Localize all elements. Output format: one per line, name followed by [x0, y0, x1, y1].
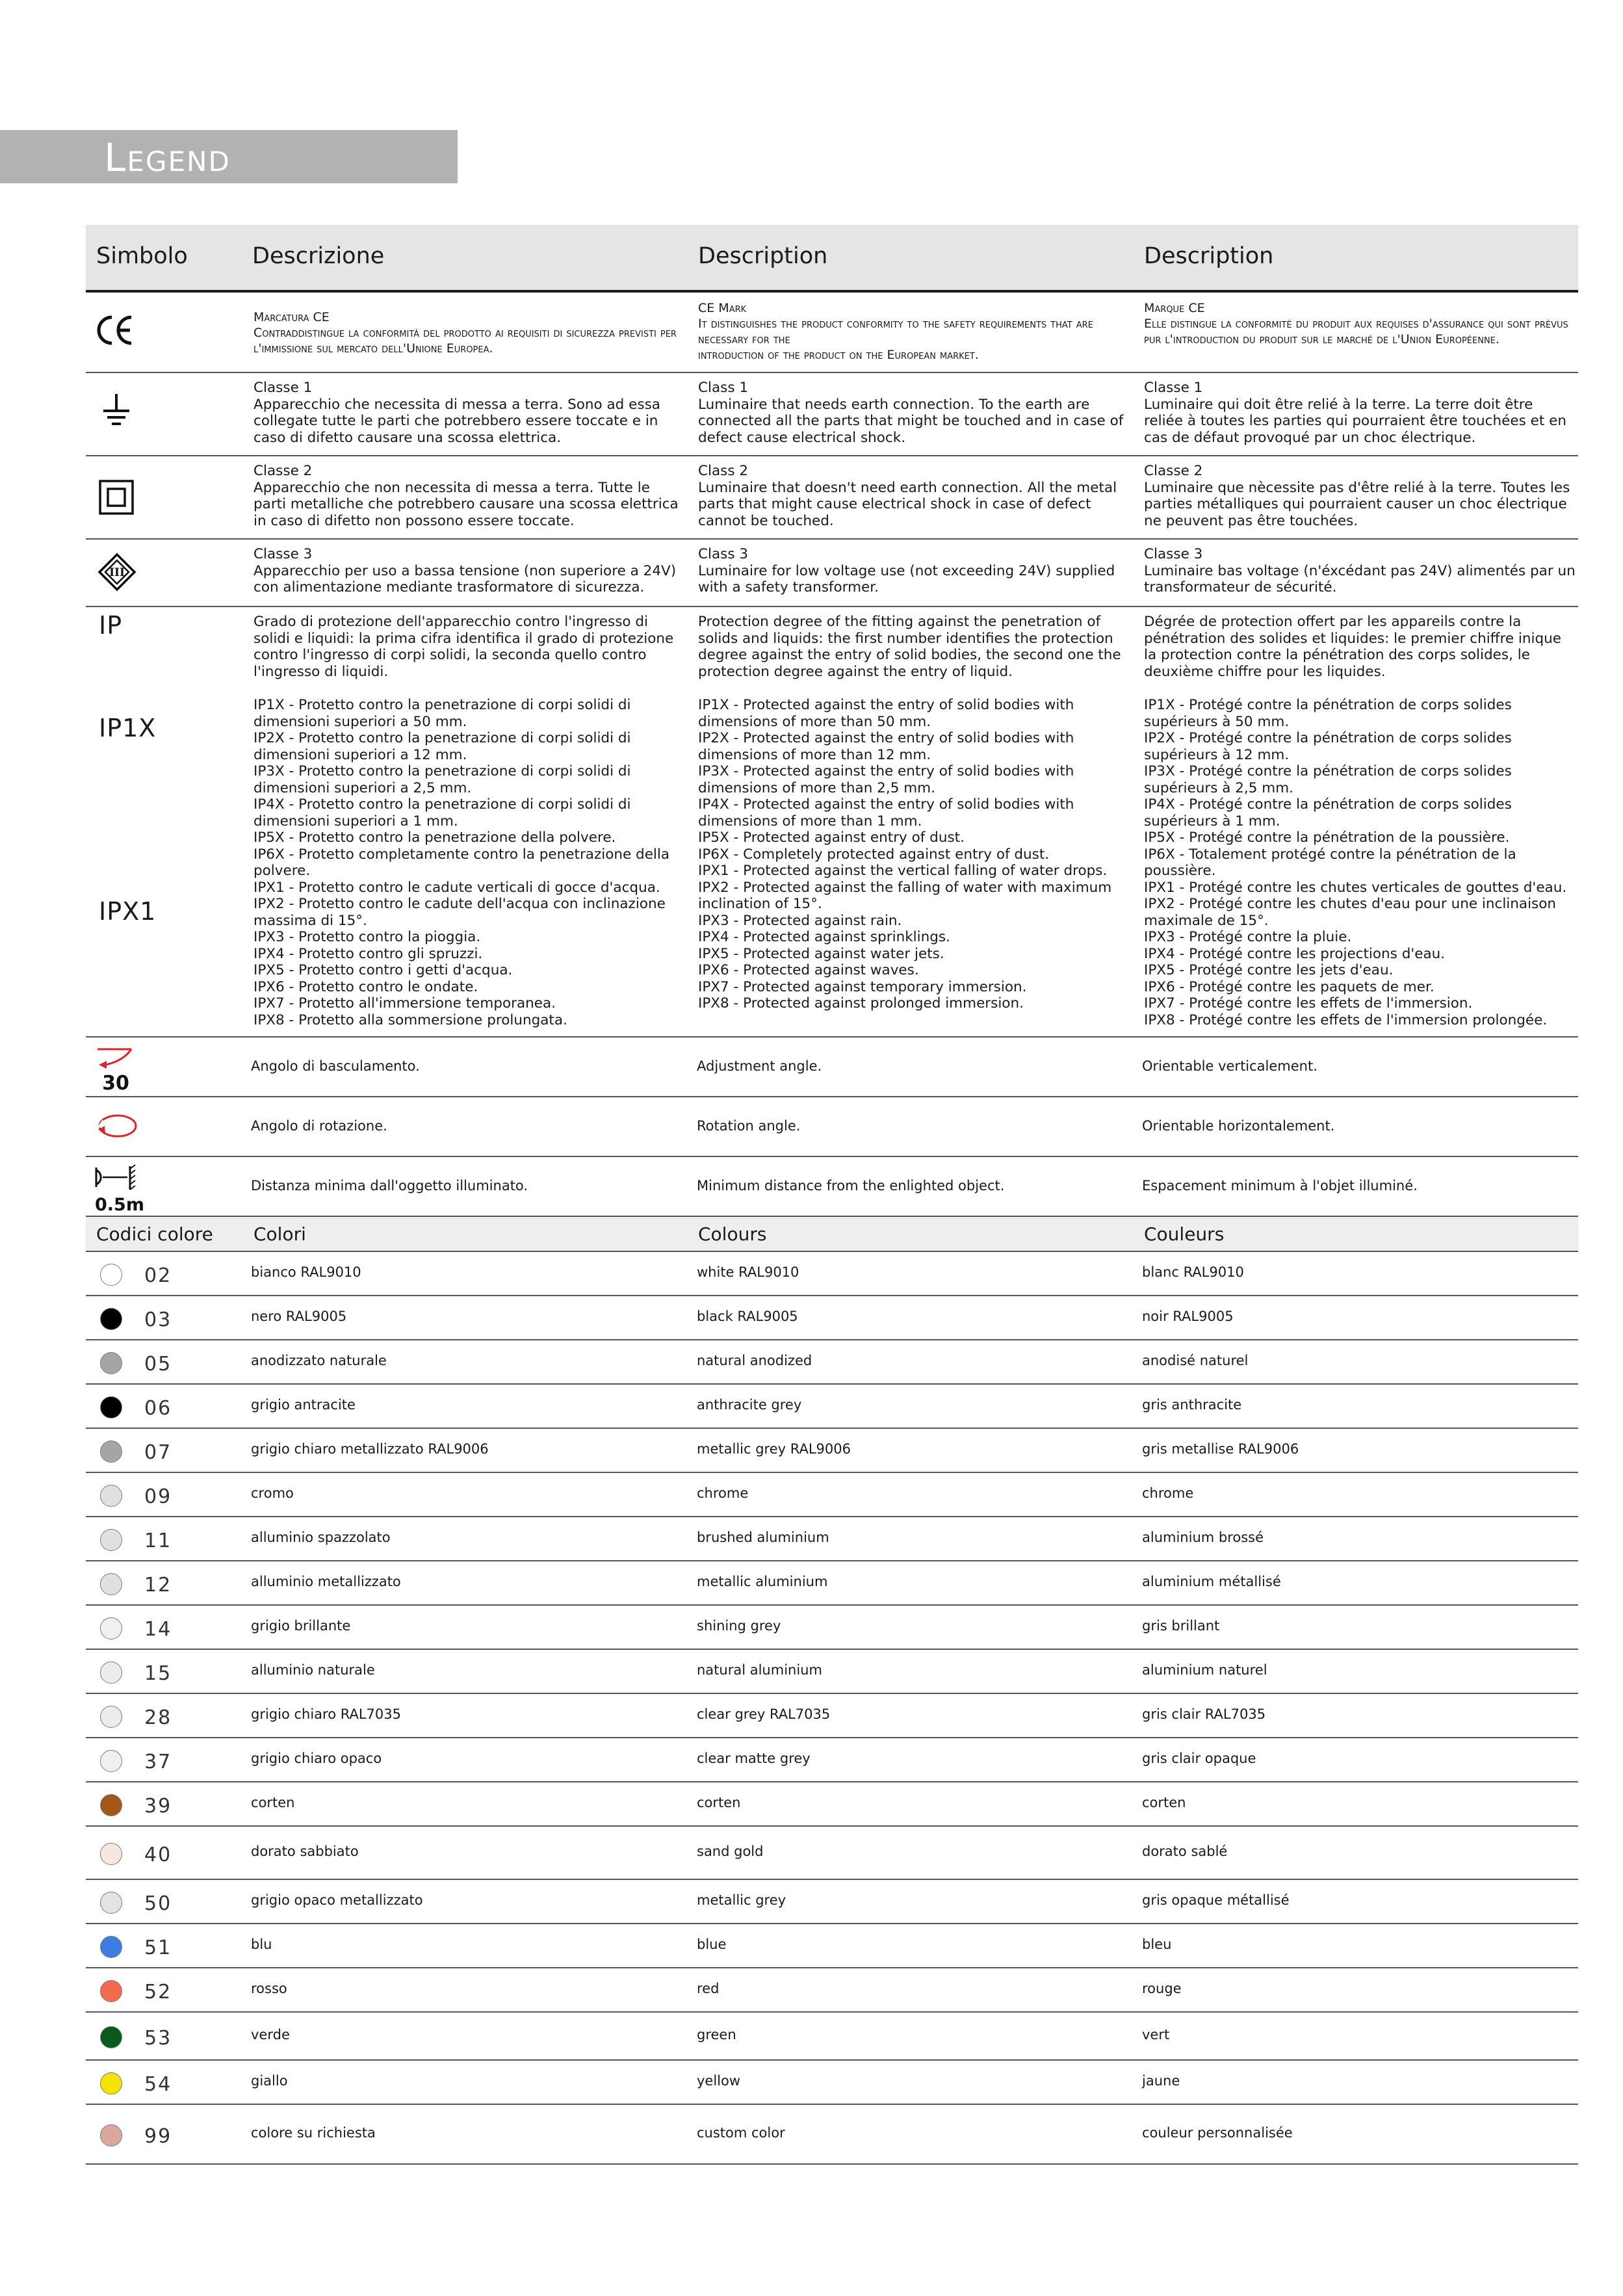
- class2-it-title: Classe 2: [253, 463, 313, 479]
- colour-code: 40: [144, 1844, 172, 1866]
- class3-it-text: Apparecchio per uso a bassa tensione (non superiore a 24V) con alimentazione mediante trasformatore di sicurezza.: [253, 562, 677, 595]
- class2-en-title: Class 2: [698, 463, 749, 479]
- colour-swatch: [100, 1529, 122, 1551]
- colour-code: 52: [144, 1981, 172, 2003]
- rotation-fr: Orientable horizontalement.: [1142, 1118, 1335, 1134]
- colour-row: [86, 1782, 1578, 1827]
- colour-name-fr: dorato sablé: [1142, 1844, 1228, 1859]
- row-class2: [86, 456, 1578, 540]
- class1-en-text: Luminaire that needs earth connection. To the earth are connected all the parts that might be touched and in case of defect cause electrical shock.: [698, 396, 1124, 446]
- colour-swatch: [100, 1662, 122, 1684]
- colour-name-fr: bleu: [1142, 1937, 1172, 1952]
- row-ce: [86, 293, 1578, 373]
- colour-row: [86, 1827, 1578, 1880]
- class3-en-text: Luminaire for low voltage use (not exceeding 24V) supplied with a safety transformer.: [698, 562, 1115, 595]
- colour-swatch: [100, 1264, 122, 1286]
- legend-banner: [0, 130, 458, 183]
- ip-it-list: IP1X - Protetto contro la penetrazione di corpi solidi di dimensioni superiori a 50 mm. IP2X - Protetto contro la penetrazione di corpi solidi di dimensioni superiori a 12 mm. IP3X - Protetto contro la penetrazione di corpi solidi di dimensioni superiori a 2,5 mm. IP4X - Protetto contro la penetrazione di corpi solidi di dimensioni superiori a 1 mm. IP5X - Protetto contro la penetrazione della polvere. IP6X - Protetto completamente contro la penetrazione della polvere. IPX1 - Protetto contro le cadute verticali di gocce d'acqua. IPX2 - Protetto contro le cadute dell'acqua con inclinazione massima di 15°. IPX3 - Protetto contro la pioggia. IPX4 - Protetto contro gli spruzzi. IPX5 - Protetto contro i getti d'acqua. IPX6 - Protetto contro le ondate. IPX7 - Protetto all'immersione temporanea. IPX8 - Protetto alla sommersione prolungata.: [253, 697, 670, 1028]
- colour-name-fr: blanc RAL9010: [1142, 1264, 1244, 1280]
- ce-mark-icon: [96, 313, 135, 350]
- tilt-icon-label: 30: [102, 1072, 129, 1092]
- ce-fr: [1144, 300, 1576, 347]
- ce-fr-title: Marque CE: [1144, 301, 1205, 315]
- ce-en-title: CE Mark: [698, 301, 747, 315]
- colour-name-it: corten: [251, 1795, 295, 1810]
- ce-it-title: Marcatura CE: [253, 310, 330, 324]
- colour-row: [86, 1880, 1578, 1924]
- colour-name-en: metallic aluminium: [697, 1574, 828, 1589]
- colour-code: 06: [144, 1397, 172, 1420]
- min-distance-icon: [94, 1164, 143, 1216]
- ce-it-text: Contraddistingue la conformità del prodotto ai requisiti di sicurezza previsti per l'immissione sul mercato dell'Unione Europea.: [253, 326, 677, 356]
- header-fr: Description: [1144, 243, 1274, 269]
- class3-en-title: Class 3: [698, 546, 749, 562]
- class2-it-text: Apparecchio che non necessita di messa a terra. Tutte le parti metalliche che potrebbero causare una scossa elettrica in caso di difetto non possono essere toccate.: [253, 479, 679, 529]
- colour-header-it: Colori: [253, 1223, 306, 1245]
- colour-code: 28: [144, 1706, 172, 1729]
- ip1x-code: IP1X: [99, 714, 157, 742]
- colour-name-fr: anodisé naturel: [1142, 1353, 1249, 1368]
- colour-code: 99: [144, 2125, 172, 2148]
- colour-codes-header: [86, 1217, 1578, 1252]
- colour-name-fr: aluminium métallisé: [1142, 1574, 1281, 1589]
- colour-row: [86, 1473, 1578, 1517]
- colour-name-fr: gris brillant: [1142, 1618, 1220, 1634]
- colour-name-it: alluminio spazzolato: [251, 1530, 391, 1545]
- class1-it-title: Classe 1: [253, 380, 313, 396]
- colour-code: 11: [144, 1530, 172, 1552]
- colour-row: [86, 1738, 1578, 1782]
- colour-swatch: [100, 1573, 122, 1595]
- row-distance: [86, 1157, 1578, 1217]
- colour-swatch: [100, 1706, 122, 1728]
- colour-name-en: red: [697, 1981, 720, 1996]
- colour-name-fr: gris opaque métallisé: [1142, 1892, 1290, 1908]
- colour-name-it: cromo: [251, 1485, 294, 1501]
- distance-fr: Espacement minimum à l'objet illuminé.: [1142, 1178, 1418, 1194]
- colour-name-it: grigio opaco metallizzato: [251, 1892, 423, 1908]
- colour-swatch: [100, 1396, 122, 1418]
- double-insulation-icon: [99, 480, 134, 517]
- ipx1-code: IPX1: [99, 897, 157, 926]
- class2-en-text: Luminaire that doesn't need earth connection. All the metal parts that might cause electrical shock in case of defect cannot be touched.: [698, 479, 1117, 529]
- colour-swatch: [100, 2026, 122, 2048]
- colour-name-en: brushed aluminium: [697, 1530, 829, 1545]
- colour-name-en: custom color: [697, 2125, 785, 2141]
- colour-swatch: [100, 1794, 122, 1816]
- class3-fr-title: Classe 3: [1144, 546, 1203, 562]
- colour-name-en: corten: [697, 1795, 741, 1810]
- colour-swatch: [100, 2124, 122, 2146]
- colour-code: 14: [144, 1618, 172, 1641]
- colour-name-it: grigio chiaro RAL7035: [251, 1706, 401, 1722]
- class3-it: [253, 546, 682, 596]
- colour-code: 07: [144, 1441, 172, 1464]
- colour-swatch: [100, 1352, 122, 1374]
- colour-code: 15: [144, 1662, 172, 1685]
- colour-code: 05: [144, 1353, 172, 1376]
- ip-it: [253, 614, 682, 1028]
- ce-en: [698, 300, 1127, 363]
- class1-it-text: Apparecchio che necessita di messa a terra. Sono ad essa collegate tutte le parti che potrebbero essere toccate e in caso di difetto causare una scossa elettrica.: [253, 396, 660, 446]
- ip-code: IP: [99, 611, 123, 640]
- distance-it: Distanza minima dall'oggetto illuminato.: [251, 1178, 528, 1194]
- colour-code: 54: [144, 2073, 172, 2096]
- colour-name-it: grigio chiaro metallizzato RAL9006: [251, 1441, 489, 1457]
- colour-name-en: clear matte grey: [697, 1751, 811, 1766]
- colour-code: 03: [144, 1309, 172, 1331]
- colour-name-en: yellow: [697, 2073, 741, 2089]
- colour-code: 50: [144, 1892, 172, 1915]
- colour-code: 12: [144, 1574, 172, 1597]
- colour-swatch: [100, 1980, 122, 2002]
- class2-fr-title: Classe 2: [1144, 463, 1203, 479]
- colour-name-en: sand gold: [697, 1844, 764, 1859]
- colour-name-fr: rouge: [1142, 1981, 1182, 1996]
- ce-fr-text: Elle distingue la conformité du produit aux requises d'assurance qui sont prévus pur l'introduction du produit sur le marché de l'Union Européenne.: [1144, 317, 1568, 346]
- class1-fr-text: Luminaire qui doit être relié à la terre. La terre doit être reliée à toutes les parties qui pourraient être touchées et en cas de défaut provoqué par un choc électrique.: [1144, 396, 1566, 446]
- colour-name-fr: aluminium naturel: [1142, 1662, 1267, 1678]
- row-class1: [86, 373, 1578, 456]
- colour-name-en: natural anodized: [697, 1353, 812, 1368]
- colour-row: [86, 1517, 1578, 1561]
- colour-row: [86, 1296, 1578, 1340]
- colour-swatch: [100, 1441, 122, 1463]
- colour-name-en: blue: [697, 1937, 727, 1952]
- colour-swatch: [100, 1485, 122, 1507]
- distance-en: Minimum distance from the enlighted object.: [697, 1178, 1005, 1194]
- colour-name-it: giallo: [251, 2073, 288, 2089]
- colour-list: [86, 1252, 1578, 2165]
- ip-en: [698, 614, 1127, 1012]
- colour-name-en: shining grey: [697, 1618, 781, 1634]
- ce-en-text1: It distinguishes the product conformity to the safety requirements that are necessary for the: [698, 317, 1093, 346]
- tilt-angle-icon: [95, 1043, 140, 1095]
- colour-name-en: green: [697, 2027, 736, 2042]
- rotation-it: Angolo di rotazione.: [251, 1118, 387, 1134]
- ip-fr-intro: Dégrée de protection offert par les appareils contre la pénétration des solides et liquides: le premier chiffre inique la protection contre la pénétration des corps solides, le deuxième chiffre pour les liquides.: [1144, 614, 1561, 680]
- colour-name-fr: jaune: [1142, 2073, 1180, 2089]
- colour-header-code: Codici colore: [96, 1223, 213, 1245]
- colour-name-fr: gris clair opaque: [1142, 1751, 1256, 1766]
- colour-row: [86, 1694, 1578, 1738]
- class3-icon-label: III: [109, 566, 125, 579]
- colour-swatch: [100, 1892, 122, 1914]
- class2-it: [253, 463, 682, 529]
- colour-code: 53: [144, 2027, 172, 2050]
- legend-table: [86, 225, 1578, 2165]
- page-title: Legend: [104, 135, 231, 181]
- class2-fr: [1144, 463, 1576, 529]
- colour-name-en: anthracite grey: [697, 1397, 802, 1413]
- ce-it: [253, 309, 682, 356]
- colour-name-en: black RAL9005: [697, 1309, 798, 1324]
- colour-header-fr: Couleurs: [1144, 1223, 1225, 1245]
- row-tilt: [86, 1037, 1578, 1097]
- colour-name-en: white RAL9010: [697, 1264, 799, 1280]
- colour-row: [86, 1252, 1578, 1296]
- colour-swatch: [100, 1617, 122, 1639]
- colour-code: 02: [144, 1264, 172, 1287]
- ip-en-intro: Protection degree of the fitting against the penetration of solids and liquids: the first number identifies the protection degree against the entry of solid bodies, the second one the protection degree against the entry of liquid.: [698, 614, 1121, 680]
- colour-name-fr: gris metallise RAL9006: [1142, 1441, 1299, 1457]
- ip-fr-list: IP1X - Protégé contre la pénétration de corps solides supérieurs à 50 mm. IP2X - Protégé contre la pénétration de corps solides supérieurs à 12 mm. IP3X - Protégé contre la pénétration de corps solides supérieurs à 2,5 mm. IP4X - Protégé contre la pénétration de corps solides supérieurs à 1 mm. IP5X - Protégé contre la pénétration de la poussière. IP6X - Totalement protégé contre la pénétration de la poussière. IPX1 - Protégé contre les chutes verticales de gouttes d'eau. IPX2 - Protégé contre les chutes d'eau pour une inclinaison maximale de 15°. IPX3 - Protégé contre la pluie. IPX4 - Protégé contre les projections d'eau. IPX5 - Protégé contre les jets d'eau. IPX6 - Protégé contre les paquets de mer. IPX7 - Protégé contre les effets de l'immersion. IPX8 - Protégé contre les effets de l'immersion prolongée.: [1144, 697, 1567, 1028]
- colour-name-it: grigio antracite: [251, 1397, 356, 1413]
- header-symbol: Simbolo: [96, 243, 188, 269]
- class3-it-title: Classe 3: [253, 546, 313, 562]
- colour-name-it: rosso: [251, 1981, 287, 1996]
- header-it: Descrizione: [252, 243, 385, 269]
- tilt-it: Angolo di basculamento.: [251, 1058, 420, 1074]
- colour-name-fr: gris anthracite: [1142, 1397, 1242, 1413]
- header-en: Description: [698, 243, 828, 269]
- class3-fr-text: Luminaire bas voltage (n'éxcédant pas 24V) alimentés par un transformateur de sécurité.: [1144, 562, 1576, 595]
- ip-it-intro: Grado di protezione dell'apparecchio contro l'ingresso di solidi e liquidi: la prima cifra identifica il grado di protezione contro l'ingresso di corpi solidi, la seconda quello contro l'ingresso di liquidi.: [253, 614, 674, 680]
- colour-name-fr: corten: [1142, 1795, 1186, 1810]
- colour-header-en: Colours: [698, 1223, 767, 1245]
- colour-row: [86, 2061, 1578, 2105]
- colour-name-it: grigio brillante: [251, 1618, 351, 1634]
- earth-ground-icon: [100, 393, 133, 434]
- colour-row: [86, 1606, 1578, 1650]
- class2-fr-text: Luminaire que nècessite pas d'être relié à la terre. Toutes les parties métalliques qui pourraient causer un choc électrique ne peuvent pas être touchées.: [1144, 479, 1570, 529]
- colour-swatch: [100, 1308, 122, 1330]
- colour-name-fr: noir RAL9005: [1142, 1309, 1234, 1324]
- colour-name-it: colore su richiesta: [251, 2125, 376, 2141]
- colour-name-en: metallic grey RAL9006: [697, 1441, 851, 1457]
- colour-name-it: dorato sabbiato: [251, 1844, 359, 1859]
- colour-row: [86, 1429, 1578, 1473]
- ip-en-list: IP1X - Protected against the entry of solid bodies with dimensions of more than 50 mm. IP2X - Protected against the entry of solid bodies with dimensions of more than 12 mm. IP3X - Protected against the entry of solid bodies with dimensions of more than 2,5 mm. IP4X - Protected against the entry of solid bodies with dimensions of more than 1 mm. IP5X - Protected against entry of dust. IP6X - Completely protected against entry of dust. IPX1 - Protected against the vertical falling of water drops. IPX2 - Protected against the falling of water with maximum inclination of 15°. IPX3 - Protected against rain. IPX4 - Protected against sprinklings. IPX5 - Protected against water jets. IPX6 - Protected against waves. IPX7 - Protected against temporary immersion. IPX8 - Protected against prolonged immersion.: [698, 697, 1112, 1011]
- colour-name-en: chrome: [697, 1485, 749, 1501]
- colour-name-en: metallic grey: [697, 1892, 786, 1908]
- colour-name-it: verde: [251, 2027, 290, 2042]
- colour-row: [86, 2105, 1578, 2165]
- colour-name-it: grigio chiaro opaco: [251, 1751, 382, 1766]
- ce-en-text2: introduction of the product on the European market.: [698, 348, 979, 362]
- class3-diamond-icon: [97, 553, 136, 594]
- colour-name-fr: aluminium brossé: [1142, 1530, 1264, 1545]
- class1-fr: [1144, 380, 1576, 446]
- colour-name-fr: gris clair RAL7035: [1142, 1706, 1266, 1722]
- class1-it: [253, 380, 682, 446]
- tilt-en: Adjustment angle.: [697, 1058, 822, 1074]
- colour-row: [86, 1561, 1578, 1606]
- rotation-icon: [95, 1110, 140, 1144]
- colour-name-it: alluminio naturale: [251, 1662, 375, 1678]
- row-ip: [86, 607, 1578, 1037]
- colour-name-en: natural aluminium: [697, 1662, 822, 1678]
- colour-code: 39: [144, 1795, 172, 1818]
- colour-code: 09: [144, 1485, 172, 1508]
- colour-name-it: bianco RAL9010: [251, 1264, 361, 1280]
- row-rotation: [86, 1097, 1578, 1157]
- class1-en-title: Class 1: [698, 380, 749, 396]
- colour-name-fr: couleur personnalisée: [1142, 2125, 1293, 2141]
- colour-code: 37: [144, 1751, 172, 1773]
- rotation-en: Rotation angle.: [697, 1118, 801, 1134]
- colour-row: [86, 1924, 1578, 1968]
- colour-swatch: [100, 1750, 122, 1772]
- colour-row: [86, 1385, 1578, 1429]
- class2-en: [698, 463, 1127, 529]
- colour-name-fr: vert: [1142, 2027, 1170, 2042]
- colour-name-it: alluminio metallizzato: [251, 1574, 401, 1589]
- colour-name-it: blu: [251, 1937, 272, 1952]
- row-class3: [86, 540, 1578, 607]
- tilt-fr: Orientable verticalement.: [1142, 1058, 1318, 1074]
- ip-fr: [1144, 614, 1576, 1028]
- colour-name-it: nero RAL9005: [251, 1309, 347, 1324]
- colour-name-en: clear grey RAL7035: [697, 1706, 831, 1722]
- class3-en: [698, 546, 1127, 596]
- colour-row: [86, 1340, 1578, 1385]
- class1-fr-title: Classe 1: [1144, 380, 1203, 396]
- colour-swatch: [100, 2072, 122, 2094]
- colour-name-it: anodizzato naturale: [251, 1353, 387, 1368]
- colour-swatch: [100, 1843, 122, 1865]
- colour-row: [86, 2013, 1578, 2061]
- class3-fr: [1144, 546, 1576, 596]
- colour-code: 51: [144, 1937, 172, 1959]
- colour-swatch: [100, 1936, 122, 1958]
- class1-en: [698, 380, 1127, 446]
- colour-row: [86, 1968, 1578, 2013]
- distance-icon-label: 0.5m: [95, 1195, 143, 1213]
- table-header: [86, 225, 1578, 293]
- colour-name-fr: chrome: [1142, 1485, 1194, 1501]
- colour-row: [86, 1650, 1578, 1694]
